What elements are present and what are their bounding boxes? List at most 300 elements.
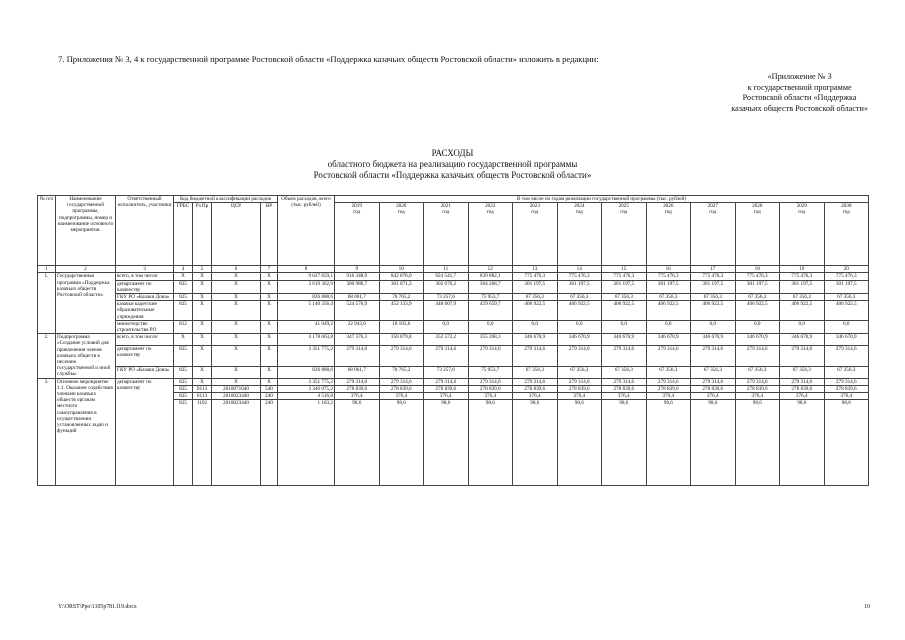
- cell-year-value: 346 670,9: [602, 334, 647, 346]
- cell-csr: 2010023440: [212, 400, 261, 486]
- cell-grbs: X: [174, 334, 193, 346]
- appendix-line: «Приложение № 3: [767, 72, 832, 81]
- header-year-word: год: [620, 209, 628, 216]
- cell-year-value: 98,6: [602, 400, 647, 486]
- cell-year-value: 406 922,5: [513, 301, 558, 321]
- cell-csr: X: [212, 280, 261, 293]
- cell-year-value: 279 314,6: [335, 345, 380, 366]
- cell-year-value: 347 376,3: [335, 334, 380, 346]
- cell-year-value: 67 356,3: [780, 294, 825, 301]
- cell-total: 4 516,8: [278, 393, 335, 400]
- cell-year-value: 279 314,6: [468, 345, 513, 366]
- header-code: Код бюджетной классификации расходов: [174, 196, 278, 203]
- cell-executor: департамент по казачеству: [116, 378, 174, 486]
- column-number: 9: [335, 266, 380, 273]
- cell-year-value: 278 839,6: [735, 385, 780, 392]
- cell-year-value: 775 476,3: [646, 273, 691, 280]
- cell-year-value: 67 356,3: [646, 367, 691, 379]
- cell-year-value: 301 197,5: [513, 280, 558, 293]
- cell-year-value: 278 839,6: [379, 385, 424, 392]
- cell-year-value: 376,4: [379, 393, 424, 400]
- cell-year-value: 68 061,7: [335, 294, 380, 301]
- cell-year-value: 67 356,3: [735, 294, 780, 301]
- cell-year-value: 301 197,5: [735, 280, 780, 293]
- cell-year-value: 67 356,3: [602, 294, 647, 301]
- cell-year-value: 0,0: [780, 320, 825, 333]
- cell-year-value: 301 871,3: [379, 280, 424, 293]
- cell-name: Основное мероприятие 1.1. Оказание содействия членами казачьих обществ органам местного самоуправления в осуществлении установленных задач и функций: [56, 378, 116, 486]
- column-number: 15: [602, 266, 647, 273]
- header-year: [602, 203, 647, 266]
- header-year-word: год: [575, 209, 583, 216]
- cell-year-value: 346 670,9: [513, 334, 558, 346]
- cell-grbs: 825: [174, 393, 193, 400]
- title-line: РАСХОДЫ: [431, 148, 474, 158]
- cell-year-value: 376,4: [468, 393, 513, 400]
- cell-year-value: 278 839,6: [468, 385, 513, 392]
- cell-year-value: 0,0: [424, 320, 469, 333]
- cell-year-value: 278 839,6: [691, 385, 736, 392]
- cell-year-value: 406 922,5: [602, 301, 647, 321]
- cell-executor: всего, в том числе:: [116, 334, 174, 346]
- header-rzpr: Рз Пр: [193, 203, 212, 266]
- cell-vr: X: [261, 367, 278, 379]
- appendix-header: [731, 72, 868, 114]
- cell-name: Подпрограмма «Создание условий для привлечения членов казачьих обществ к несению государственной и иной службы»: [56, 334, 116, 378]
- cell-year-value: 376,4: [602, 393, 647, 400]
- cell-total: 3 351 775,2: [278, 378, 335, 385]
- cell-rzpr: X: [193, 320, 212, 333]
- cell-rzpr: X: [193, 378, 212, 385]
- cell-name: Государственная программа «Поддержка казачьих обществ Ростовской области»: [56, 273, 116, 334]
- cell-executor: всего, в том числе:: [116, 273, 174, 280]
- cell-year-value: 355 268,3: [468, 334, 513, 346]
- column-number: 4: [174, 266, 193, 273]
- header-year-value: 2019: [351, 203, 362, 210]
- cell-year-value: 279 314,6: [557, 345, 602, 366]
- cell-vr: X: [261, 273, 278, 280]
- cell-csr: X: [212, 294, 261, 301]
- cell-year-value: 67 356,3: [557, 294, 602, 301]
- cell-executor: министерство строительства РО: [116, 320, 174, 333]
- cell-rzpr: X: [193, 294, 212, 301]
- cell-total: 5 140 356,4: [278, 301, 335, 321]
- cell-year-value: 452 133,9: [379, 301, 424, 321]
- cell-csr: X: [212, 345, 261, 366]
- cell-year-value: 0,0: [735, 320, 780, 333]
- cell-year-value: 775 476,3: [691, 273, 736, 280]
- header-year-word: год: [753, 209, 761, 216]
- cell-executor: департамент по казачеству: [116, 280, 174, 293]
- cell-csr: 2010023440: [212, 393, 261, 400]
- appendix-line: казачьих обществ Ростовской области»: [731, 103, 868, 113]
- cell-year-value: 67 356,3: [691, 367, 736, 379]
- cell-year-value: 775 476,3: [513, 273, 558, 280]
- column-number: 17: [691, 266, 736, 273]
- cell-year-value: 279 314,6: [335, 378, 380, 385]
- cell-executor: казачьи кадетские образовательные учреждения: [116, 301, 174, 321]
- table-row: [38, 301, 869, 321]
- header-year: [513, 203, 558, 266]
- header-year-value: 2023: [529, 203, 540, 210]
- cell-year-value: 98,6: [468, 400, 513, 486]
- cell-executor: ГКУ РО «Казаки Дона»: [116, 294, 174, 301]
- cell-year-value: 98,6: [824, 400, 869, 486]
- cell-year-value: 346 670,9: [557, 334, 602, 346]
- cell-total: 3 619 362,9: [278, 280, 335, 293]
- header-executor: Ответственный исполнитель, участники: [116, 196, 174, 266]
- cell-csr: X: [212, 334, 261, 346]
- cell-grbs: 825: [174, 400, 193, 486]
- header-year: [335, 203, 380, 266]
- cell-year-value: 376,4: [424, 393, 469, 400]
- cell-year-value: 279 314,6: [735, 345, 780, 366]
- cell-csr: X: [212, 273, 261, 280]
- cell-year-value: 346 670,9: [646, 334, 691, 346]
- cell-year-value: 279 314,6: [780, 345, 825, 366]
- cell-year-value: 301 197,5: [824, 280, 869, 293]
- cell-year-value: 98,6: [335, 400, 380, 486]
- cell-year-value: 279 314,6: [824, 345, 869, 366]
- cell-rzpr: 0113: [193, 385, 212, 392]
- cell-year-value: 279 314,6: [780, 378, 825, 385]
- cell-year-value: 70 765,2: [379, 367, 424, 379]
- cell-year-value: 376,4: [335, 393, 380, 400]
- column-number-row: [38, 266, 869, 273]
- cell-year-value: 75 953,7: [468, 294, 513, 301]
- header-year-value: 2029: [796, 203, 807, 210]
- column-number: 7: [261, 266, 278, 273]
- cell-vr: 540: [261, 385, 278, 392]
- cell-grbs: 825: [174, 280, 193, 293]
- cell-year-value: 376,4: [513, 393, 558, 400]
- cell-year-value: 279 314,6: [424, 378, 469, 385]
- cell-year-value: 278 839,6: [513, 385, 558, 392]
- cell-year-value: 346 670,9: [824, 334, 869, 346]
- table-row: [38, 378, 869, 385]
- cell-year-value: 67 356,3: [557, 367, 602, 379]
- column-number: 14: [557, 266, 602, 273]
- column-number: 20: [824, 266, 869, 273]
- header-year-word: год: [397, 209, 405, 216]
- cell-csr: X: [212, 301, 261, 321]
- cell-year-value: 279 314,6: [691, 378, 736, 385]
- cell-num: 2.: [38, 334, 56, 378]
- header-year-value: 2025: [618, 203, 629, 210]
- cell-year-value: 459 659,7: [468, 301, 513, 321]
- table-row: [38, 345, 869, 366]
- table-row: [38, 320, 869, 333]
- footer-file-path: Y:\ORST\Ppo\1105p781.f19.docx: [58, 604, 137, 610]
- cell-vr: 240: [261, 400, 278, 486]
- column-number: 10: [379, 266, 424, 273]
- header-year-word: год: [353, 209, 361, 216]
- cell-year-value: 67 356,3: [824, 294, 869, 301]
- column-number: 5: [193, 266, 212, 273]
- cell-year-value: 278 839,6: [335, 385, 380, 392]
- header-year-value: 2021: [440, 203, 451, 210]
- cell-year-value: 775 476,3: [824, 273, 869, 280]
- cell-grbs: 812: [174, 320, 193, 333]
- header-year: [646, 203, 691, 266]
- header-year-value: 2027: [707, 203, 718, 210]
- cell-year-value: 279 314,6: [691, 345, 736, 366]
- cell-vr: 240: [261, 393, 278, 400]
- cell-year-value: 67 356,3: [735, 367, 780, 379]
- cell-year-value: 0,0: [513, 320, 558, 333]
- cell-year-value: 0,0: [557, 320, 602, 333]
- cell-year-value: 98,6: [780, 400, 825, 486]
- cell-vr: X: [261, 334, 278, 346]
- cell-executor: ГКУ РО «Казаки Дона»: [116, 367, 174, 379]
- cell-year-value: 278 839,6: [424, 385, 469, 392]
- cell-year-value: 67 356,3: [602, 367, 647, 379]
- cell-total: 826 888,6: [278, 294, 335, 301]
- cell-rzpr: X: [193, 273, 212, 280]
- header-year: [735, 203, 780, 266]
- cell-year-value: 279 314,6: [646, 378, 691, 385]
- cell-year-value: 279 314,6: [513, 378, 558, 385]
- cell-csr: X: [212, 320, 261, 333]
- column-number: 18: [735, 266, 780, 273]
- header-csr: ЦСР: [212, 203, 261, 266]
- column-number: 13: [513, 266, 558, 273]
- table-row: [38, 294, 869, 301]
- header-years-title: В том числе по годам реализации государственной программы (тыс. рублей): [335, 196, 869, 203]
- footer-page-number: 10: [864, 604, 870, 610]
- cell-year-value: 278 839,6: [780, 385, 825, 392]
- cell-year-value: 67 356,3: [513, 294, 558, 301]
- cell-year-value: 18 105,6: [379, 320, 424, 333]
- header-year: [468, 203, 513, 266]
- cell-year-value: 448 607,9: [424, 301, 469, 321]
- table-row: [38, 367, 869, 379]
- cell-year-value: 278 839,6: [646, 385, 691, 392]
- cell-year-value: 406 922,5: [691, 301, 736, 321]
- header-volume: Объем расходов, всего (тыс. рублей): [278, 196, 335, 266]
- cell-rzpr: X: [193, 367, 212, 379]
- header-vr: ВР: [261, 203, 278, 266]
- cell-year-value: 67 356,3: [646, 294, 691, 301]
- header-year-word: год: [531, 209, 539, 216]
- title-line: областного бюджета на реализацию государственной программы: [327, 159, 578, 169]
- header-year-word: год: [442, 209, 450, 216]
- cell-total: 3 346 075,2: [278, 385, 335, 392]
- header-grbs: ГРБС: [174, 203, 193, 266]
- cell-year-value: 68 061,7: [335, 367, 380, 379]
- appendix-line: к государственной программе: [747, 82, 852, 92]
- cell-year-value: 376,4: [557, 393, 602, 400]
- cell-year-value: 67 356,3: [824, 367, 869, 379]
- cell-year-value: 839 882,1: [468, 273, 513, 280]
- column-number: 8: [278, 266, 335, 273]
- header-row: [38, 196, 869, 203]
- cell-year-value: 70 765,2: [379, 294, 424, 301]
- cell-year-value: 775 476,3: [735, 273, 780, 280]
- cell-year-value: 300 986,7: [335, 280, 380, 293]
- cell-rzpr: 1102: [193, 400, 212, 486]
- cell-vr: X: [261, 345, 278, 366]
- header-year: [691, 203, 736, 266]
- header-year-word: год: [798, 209, 806, 216]
- cell-year-value: 73 257,6: [424, 367, 469, 379]
- cell-year-value: 376,4: [646, 393, 691, 400]
- cell-year-value: 775 476,3: [557, 273, 602, 280]
- cell-year-value: 352 572,2: [424, 334, 469, 346]
- header-year: [379, 203, 424, 266]
- cell-year-value: 0,0: [646, 320, 691, 333]
- cell-vr: X: [261, 378, 278, 385]
- header-year: [557, 203, 602, 266]
- column-number: 6: [212, 266, 261, 273]
- cell-grbs: 825: [174, 345, 193, 366]
- table-row: [38, 334, 869, 346]
- cell-year-value: 301 197,5: [602, 280, 647, 293]
- column-number: 2: [56, 266, 116, 273]
- cell-year-value: 346 670,9: [780, 334, 825, 346]
- cell-year-value: 0,0: [691, 320, 736, 333]
- cell-year-value: 279 314,6: [379, 345, 424, 366]
- cell-total: 826 888,6: [278, 367, 335, 379]
- column-number: 16: [646, 266, 691, 273]
- cell-year-value: 67 356,3: [513, 367, 558, 379]
- title-line: Ростовской области «Поддержка казачьих обществ Ростовской области»: [313, 170, 592, 180]
- cell-year-value: 406 922,5: [780, 301, 825, 321]
- cell-year-value: 67 356,3: [691, 294, 736, 301]
- cell-year-value: 916 348,9: [335, 273, 380, 280]
- cell-year-value: 0,0: [468, 320, 513, 333]
- cell-year-value: 98,6: [557, 400, 602, 486]
- cell-year-value: 0,0: [602, 320, 647, 333]
- cell-year-value: 376,4: [735, 393, 780, 400]
- appendix-line: Ростовской области «Поддержка: [742, 93, 857, 103]
- cell-year-value: 406 922,5: [557, 301, 602, 321]
- cell-grbs: 825: [174, 301, 193, 321]
- header-year-value: 2030: [841, 203, 852, 210]
- cell-year-value: 301 197,5: [557, 280, 602, 293]
- header-year-value: 2020: [396, 203, 407, 210]
- cell-executor: департамент по казачеству: [116, 345, 174, 366]
- cell-year-value: 98,6: [424, 400, 469, 486]
- cell-year-value: 279 314,6: [646, 345, 691, 366]
- cell-year-value: 0,0: [824, 320, 869, 333]
- cell-vr: X: [261, 301, 278, 321]
- cell-num: 3.: [38, 378, 56, 486]
- cell-rzpr: X: [193, 280, 212, 293]
- cell-year-value: 279 314,6: [557, 378, 602, 385]
- cell-year-value: 98,6: [646, 400, 691, 486]
- cell-year-value: 98,6: [735, 400, 780, 486]
- cell-total: 41 049,2: [278, 320, 335, 333]
- column-number: 1: [38, 266, 56, 273]
- cell-year-value: 406 922,5: [646, 301, 691, 321]
- header-year-value: 2026: [663, 203, 674, 210]
- header-year-value: 2028: [752, 203, 763, 210]
- cell-year-value: 406 922,5: [824, 301, 869, 321]
- cell-year-value: 524 576,9: [335, 301, 380, 321]
- cell-total: 4 178 663,8: [278, 334, 335, 346]
- cell-grbs: 825: [174, 367, 193, 379]
- cell-year-value: 775 476,3: [602, 273, 647, 280]
- header-year-word: год: [842, 209, 850, 216]
- cell-csr: X: [212, 367, 261, 379]
- cell-year-value: 278 839,6: [602, 385, 647, 392]
- cell-year-value: 278 839,6: [557, 385, 602, 392]
- cell-year-value: 279 314,6: [513, 345, 558, 366]
- header-year: [780, 203, 825, 266]
- cell-num: 1.: [38, 273, 56, 334]
- cell-year-value: 350 079,8: [379, 334, 424, 346]
- cell-grbs: X: [174, 273, 193, 280]
- cell-year-value: 406 922,5: [735, 301, 780, 321]
- cell-rzpr: 0113: [193, 393, 212, 400]
- header-year-value: 2022: [485, 203, 496, 210]
- cell-grbs: 825: [174, 378, 193, 385]
- cell-csr: 2010071040: [212, 385, 261, 392]
- cell-csr: X: [212, 378, 261, 385]
- cell-year-value: 98,6: [691, 400, 736, 486]
- cell-year-value: 279 314,6: [602, 345, 647, 366]
- cell-year-value: 301 197,5: [691, 280, 736, 293]
- cell-year-value: 301 197,5: [780, 280, 825, 293]
- header-year: [824, 203, 869, 266]
- cell-rzpr: X: [193, 301, 212, 321]
- table-row: [38, 280, 869, 293]
- cell-vr: X: [261, 280, 278, 293]
- cell-vr: X: [261, 294, 278, 301]
- table-row: [38, 273, 869, 280]
- cell-year-value: 279 314,6: [468, 378, 513, 385]
- cell-year-value: 279 314,6: [424, 345, 469, 366]
- cell-rzpr: X: [193, 334, 212, 346]
- cell-year-value: 301 197,5: [646, 280, 691, 293]
- header-num: № п/п: [38, 196, 56, 266]
- column-number: 12: [468, 266, 513, 273]
- header-year: [424, 203, 469, 266]
- cell-year-value: 302 676,2: [424, 280, 469, 293]
- cell-year-value: 824 541,7: [424, 273, 469, 280]
- cell-year-value: 346 670,9: [735, 334, 780, 346]
- budget-table: [37, 195, 869, 486]
- header-year-word: год: [486, 209, 494, 216]
- cell-year-value: 278 839,6: [824, 385, 869, 392]
- cell-year-value: 346 670,9: [691, 334, 736, 346]
- cell-year-value: 376,4: [824, 393, 869, 400]
- cell-total: 3 351 775,2: [278, 345, 335, 366]
- column-number: 19: [780, 266, 825, 273]
- cell-rzpr: X: [193, 345, 212, 366]
- cell-year-value: 775 476,3: [780, 273, 825, 280]
- cell-year-value: 279 314,6: [824, 378, 869, 385]
- header-year-word: год: [709, 209, 717, 216]
- cell-year-value: 98,6: [513, 400, 558, 486]
- cell-year-value: 22 943,6: [335, 320, 380, 333]
- cell-total: 9 627 659,1: [278, 273, 335, 280]
- header-year-word: год: [664, 209, 672, 216]
- header-name: Наименование государственной программы, подпрограммы, номер и наименование основного мероприятия.: [56, 196, 116, 266]
- cell-vr: X: [261, 320, 278, 333]
- cell-grbs: 825: [174, 294, 193, 301]
- cell-year-value: 279 314,6: [735, 378, 780, 385]
- cell-year-value: 842 876,0: [379, 273, 424, 280]
- cell-year-value: 279 314,6: [602, 378, 647, 385]
- cell-year-value: 73 257,6: [424, 294, 469, 301]
- cell-total: 1 183,2: [278, 400, 335, 486]
- header-year-value: 2024: [574, 203, 585, 210]
- cell-year-value: 376,4: [780, 393, 825, 400]
- cell-year-value: 67 356,3: [780, 367, 825, 379]
- cell-year-value: 98,6: [379, 400, 424, 486]
